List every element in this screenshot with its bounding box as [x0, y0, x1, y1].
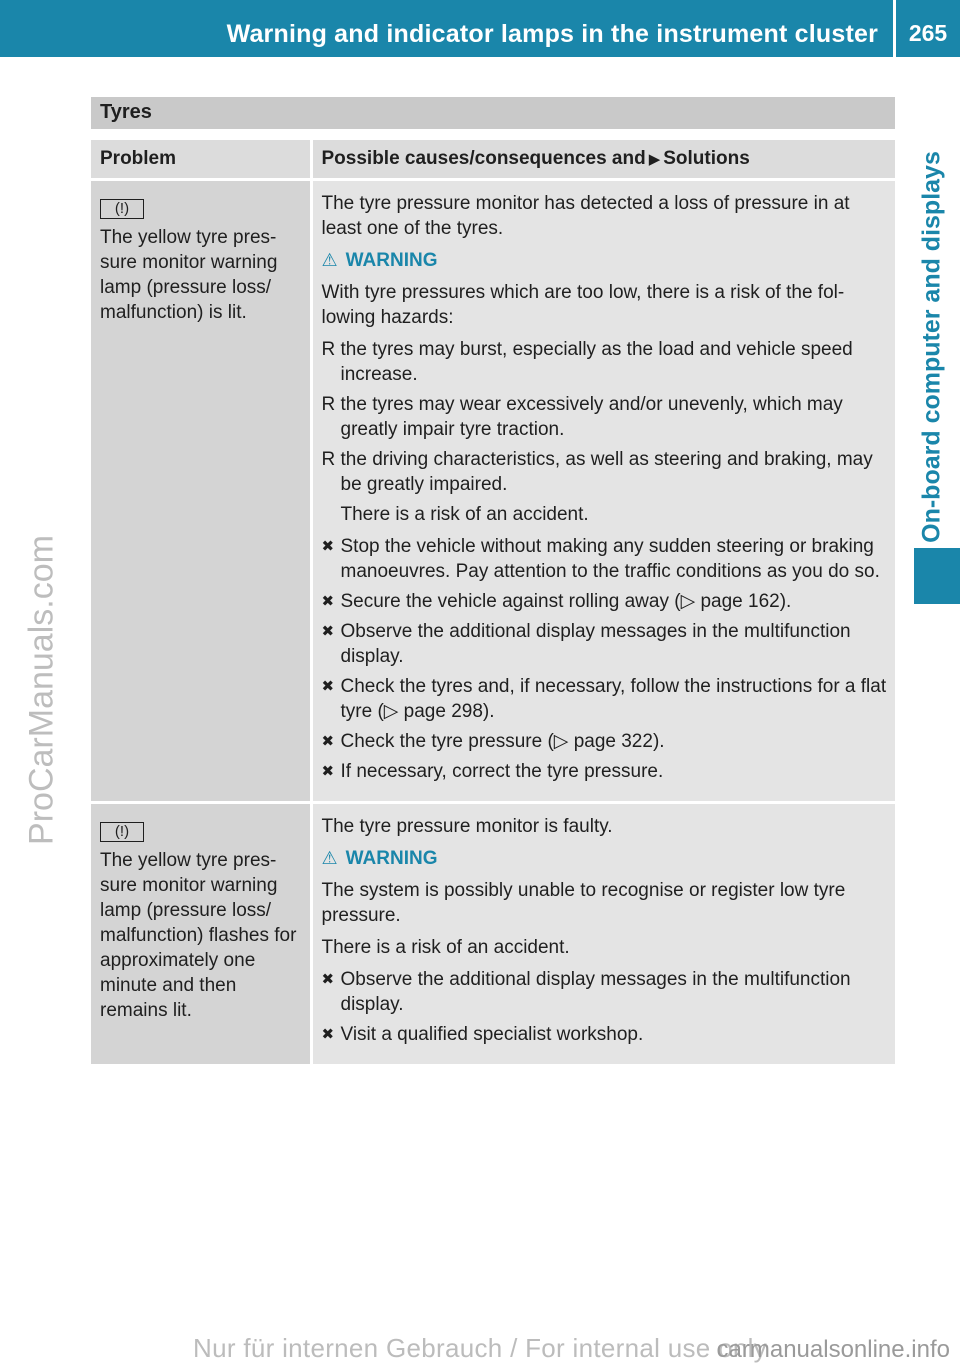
action-item: ✖ Observe the additional display messages in the multifunction display. — [321, 969, 851, 1015]
action-item: ✖ If necessary, correct the tyre pressure. — [321, 761, 664, 782]
bullet-icon: R — [321, 394, 336, 415]
action-arrow-icon: ✖ — [321, 733, 335, 750]
tyres-table — [91, 140, 895, 1064]
problem-cell — [91, 803, 311, 1065]
action-item: ✖ Check the tyres and, if necessary, follow the instructions for a flat tyre (▷ page 298). — [321, 676, 887, 722]
site-watermark: carmanualsonline.info — [716, 1336, 950, 1363]
side-tab — [903, 90, 960, 604]
action-arrow-icon: ✖ — [321, 538, 335, 555]
bullet-icon: R — [321, 449, 336, 470]
warning-label: WARNING — [345, 848, 438, 869]
solution-cell — [311, 180, 895, 803]
warning-heading — [322, 846, 890, 871]
warning-text: The system is possibly unable to recognise or register low tyre pressure. — [321, 880, 846, 926]
watermark: ProCarManuals.com — [22, 535, 61, 845]
action-item: ✖ Observe the additional display messages in the multifunction display. — [321, 621, 851, 667]
action-arrow-icon: ✖ — [321, 971, 335, 988]
solution-cell — [311, 803, 895, 1065]
section-title: Tyres — [91, 97, 895, 129]
warning-heading — [322, 248, 890, 273]
causes-label: Possible causes/consequences and — [321, 148, 646, 169]
table-row — [91, 180, 895, 803]
action-arrow-icon: ✖ — [321, 678, 335, 695]
bullet-icon: R — [321, 339, 336, 360]
column-header-causes — [311, 140, 895, 180]
warning-label: WARNING — [345, 250, 438, 271]
tyre-pressure-warning-icon: (!) — [100, 822, 144, 842]
column-header-problem: Problem — [91, 140, 311, 180]
problem-text: The yellow tyre pres-sure monitor warning lamp (pressure loss/ malfunction) flashes for approximately one minute and then remains lit. — [100, 850, 297, 1021]
risk-text: There is a risk of an accident. — [321, 937, 570, 958]
list-item: R the tyres may burst, especially as the load and vehicle speed increase. — [321, 339, 853, 385]
intro-text: The tyre pressure monitor is faulty. — [321, 816, 613, 837]
action-arrow-icon: ✖ — [321, 763, 335, 780]
warning-text: With tyre pressures which are too low, there is a risk of the fol-lowing hazards: — [321, 282, 845, 328]
internal-use-footer: Nur für internen Gebrauch / For internal use only — [193, 1333, 767, 1363]
table-row — [91, 803, 895, 1065]
list-item: R the driving characteristics, as well as steering and braking, may be greatly impaired. — [321, 449, 873, 495]
action-arrow-icon: ✖ — [321, 623, 335, 640]
page-header — [0, 0, 960, 57]
action-arrow-icon: ✖ — [321, 593, 335, 610]
solutions-label: Solutions — [663, 148, 750, 169]
side-tab-label: On-board computer and displays — [917, 151, 945, 543]
action-arrow-icon: ✖ — [321, 1026, 335, 1043]
problem-cell — [91, 180, 311, 803]
action-item: ✖ Check the tyre pressure (▷ page 322). — [321, 731, 665, 752]
action-item: ✖ Secure the vehicle against rolling away (▷ page 162). — [321, 591, 792, 612]
action-item: ✖ Visit a qualified specialist workshop. — [321, 1024, 644, 1045]
warning-triangle-icon: ⚠ — [321, 250, 338, 270]
tyre-pressure-warning-icon: (!) — [100, 199, 144, 219]
problem-text: The yellow tyre pres-sure monitor warning lamp (pressure loss/ malfunction) is lit. — [100, 227, 278, 323]
arrow-right-icon: ▶ — [648, 151, 661, 168]
intro-text: The tyre pressure monitor has detected a loss of pressure in at least one of the tyres. — [321, 193, 850, 239]
risk-text: There is a risk of an accident. — [340, 504, 589, 525]
warning-triangle-icon: ⚠ — [321, 848, 338, 868]
list-item: R the tyres may wear excessively and/or unevenly, which may greatly impair tyre traction. — [321, 394, 843, 440]
side-tab-marker — [914, 548, 960, 604]
page-number: 265 — [908, 20, 948, 46]
chapter-title: Warning and indicator lamps in the instrument cluster — [226, 20, 878, 48]
action-item: ✖ Stop the vehicle without making any sudden steering or braking manoeuvres. Pay attention to the traffic conditions as you do so. — [321, 536, 880, 582]
